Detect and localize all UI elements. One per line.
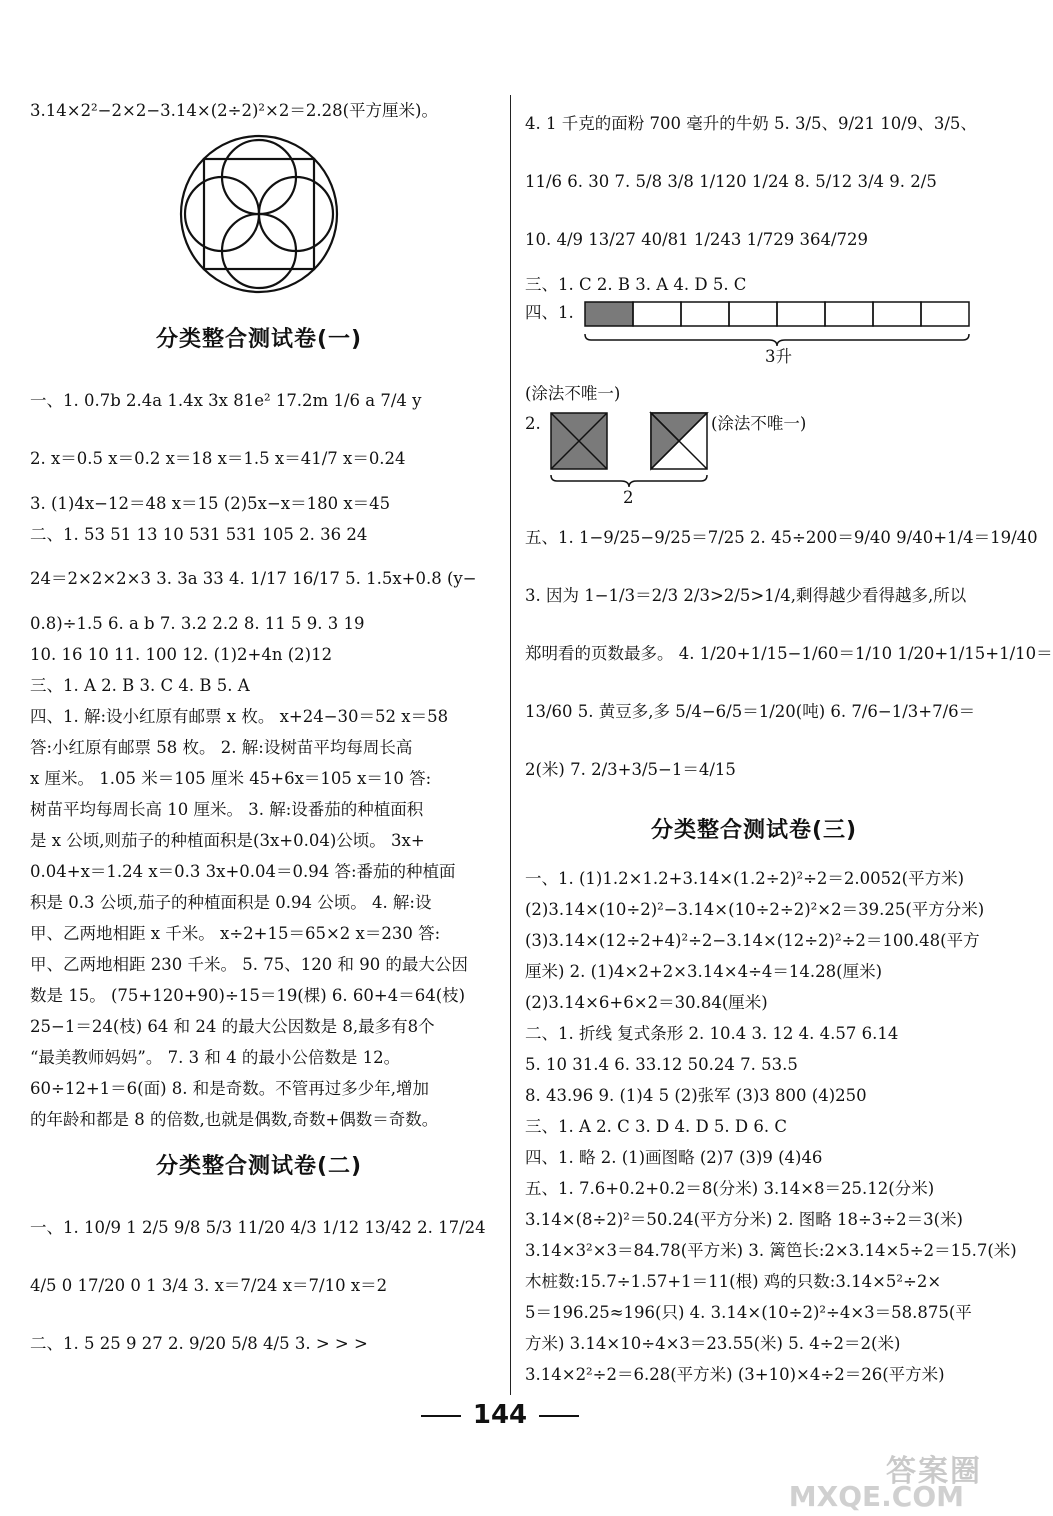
answer-line: 三、1. A 2. C 3. D 4. D 5. D 6. C: [525, 1117, 788, 1136]
answer-line: 0.04+x＝1.24 x＝0.3 3x+0.04＝0.94 答:番茄的种植面: [30, 862, 456, 881]
answer-line: 五、1. 7.6+0.2+0.2＝8(分米) 3.14×8＝25.12(分米): [525, 1179, 935, 1198]
answer-line: 是 x 公顷,则茄子的种植面积是(3x+0.04)公顷。 3x+: [30, 831, 425, 850]
answer-line: 8. 43.96 9. (1)4 5 (2)张军 (3)3 800 (4)250: [525, 1086, 867, 1105]
right-circle: [259, 177, 333, 251]
answer-line: 树苗平均每周长高 10 厘米。 3. 解:设番茄的种植面积: [30, 800, 424, 819]
answer-line: 3.14×3²×3＝84.78(平方米) 3. 篱笆长:2×3.14×5÷2＝15.7(米): [525, 1241, 1017, 1260]
right-column: [525, 95, 1053, 1390]
answer-line: 4. 1 千克的面粉 700 毫升的牛奶 5. 3/5、9/21 10/9、3/5、: [525, 114, 977, 133]
answer-line: 4/5 0 17/20 0 1 3/4 3. x＝7/24 x＝7/10 x＝2: [30, 1276, 388, 1295]
answer-line: 3.14×2²÷2＝6.28(平方米) (3+10)×4÷2＝26(平方米): [525, 1365, 945, 1384]
answer-line: (3)3.14×(12÷2+4)²÷2−3.14×(12÷2)²÷2＝100.48(平方: [525, 931, 980, 950]
answer-line: 25−1＝24(枝) 64 和 24 的最大公因数是 8,最多有8个: [30, 1017, 435, 1036]
page-number-text: 144: [472, 1400, 528, 1430]
note-line: (涂法不唯一): [525, 384, 621, 403]
answer-line: 24＝2×2×2×3 3. 3a 33 4. 1/17 16/17 5. 1.5x+0.8 (y−: [30, 569, 477, 588]
top-circle: [222, 140, 296, 214]
answer-line: x 厘米。 1.05 米＝105 厘米 45+6x＝105 x＝10 答:: [30, 769, 432, 788]
answer-line: 的年龄和都是 8 的倍数,也就是偶数,奇数+偶数＝奇数。: [30, 1110, 439, 1129]
answer-line: 答:小红原有邮票 58 枚。 2. 解:设树苗平均每周长高: [30, 738, 413, 757]
dash-left: [421, 1415, 461, 1417]
brace-label: 2: [623, 488, 634, 507]
answer-line: 积是 0.3 公顷,茄子的种植面积是 0.94 公顷。 4. 解:设: [30, 893, 432, 912]
test2-title: 分类整合测试卷(二): [155, 1154, 363, 1179]
answer-line: 60÷12+1＝6(面) 8. 和是奇数。不管再过多少年,增加: [30, 1079, 429, 1098]
answer-line: 2(米) 7. 2/3+3/5−1＝4/15: [525, 760, 736, 779]
answer-line: 郑明看的页数最多。 4. 1/20+1/15−1/60＝1/10 1/20+1/15+1/10＝: [525, 644, 1053, 663]
brace: [585, 334, 969, 346]
brace: [551, 475, 707, 487]
circle-square-figure: [30, 134, 488, 298]
answer-line: 10. 16 10 11. 100 12. (1)2+4n (2)12: [30, 645, 333, 664]
answer-line: (2)3.14×6+6×2＝30.84(厘米): [525, 993, 768, 1012]
geometry-diagram: [30, 134, 488, 294]
answer-line: 二、1. 53 51 13 10 531 531 105 2. 36 24: [30, 525, 368, 544]
watermark-url: MXQE.COM: [788, 1480, 964, 1513]
answer-line: 13/60 5. 黄豆多,多 5/4−6/5＝1/20(吨) 6. 7/6−1/3+7/6＝: [525, 702, 976, 721]
test3-title: 分类整合测试卷(三): [650, 818, 858, 843]
answer-line: 10. 4/9 13/27 40/81 1/243 1/729 364/729: [525, 230, 869, 249]
bar-figure: [525, 300, 983, 370]
answer-line: 二、1. 5 25 9 27 2. 9/20 5/8 4/5 3. > > >: [30, 1334, 368, 1353]
column-divider: [510, 95, 511, 1395]
intro-line: 3.14×2²−2×2−3.14×(2÷2)²×2＝2.28(平方厘米)。: [30, 101, 438, 120]
q2-label: 2.: [525, 414, 541, 433]
bottom-circle: [222, 214, 296, 288]
answer-line: 一、1. 10/9 1 2/5 9/8 5/3 11/20 4/3 1/12 13/42 2. 17/24: [30, 1218, 486, 1237]
answer-line: 四、1. 略 2. (1)画图略 (2)7 (3)9 (4)46: [525, 1148, 823, 1167]
answer-line: 四、1. 解:设小红原有邮票 x 枚。 x+24−30＝52 x＝58: [30, 707, 449, 726]
answer-line: 五、1. 1−9/25−9/25＝7/25 2. 45÷200＝9/40 9/40+1/4＝19/40: [525, 528, 1038, 547]
answer-line: 三、1. C 2. B 3. A 4. D 5. C: [525, 275, 747, 294]
answer-line: 二、1. 折线 复式条形 2. 10.4 3. 12 4. 4.57 6.14: [525, 1024, 899, 1043]
answer-line: 3. (1)4x−12＝48 x＝15 (2)5x−x＝180 x＝45: [30, 494, 391, 513]
answer-line: “最美教师妈妈”。 7. 3 和 4 的最小公倍数是 12。: [30, 1048, 401, 1067]
answer-line: 0.8)÷1.5 6. a b 7. 3.2 2.2 8. 11 5 9. 3 19: [30, 614, 365, 633]
answer-line: 数是 15。 (75+120+90)÷15＝19(棵) 6. 60+4＝64(枝): [30, 986, 466, 1005]
left-column: [30, 95, 488, 1373]
squares-figure: [525, 409, 983, 509]
q4-label: 四、1.: [525, 303, 574, 322]
dash-right: [539, 1415, 579, 1417]
answer-line: 11/6 6. 30 7. 5/8 3/8 1/120 1/24 8. 5/12 3/4 9. 2/5: [525, 172, 937, 191]
bar-label: 3升: [765, 347, 792, 366]
answer-line: 方米) 3.14×10÷4×3＝23.55(米) 5. 4÷2＝2(米): [525, 1334, 901, 1353]
answer-line: 2. x＝0.5 x＝0.2 x＝18 x＝1.5 x＝41/7 x＝0.24: [30, 449, 406, 468]
test1-title: 分类整合测试卷(一): [155, 327, 363, 352]
answer-line: 甲、乙两地相距 230 千米。 5. 75、120 和 90 的最大公因: [30, 955, 468, 974]
answer-line: 甲、乙两地相距 x 千米。 x÷2+15＝65×2 x＝230 答:: [30, 924, 441, 943]
left-circle: [185, 177, 259, 251]
answer-line: 一、1. (1)1.2×1.2+3.14×(1.2÷2)²÷2＝2.0052(平方米): [525, 869, 965, 888]
answer-line: 木桩数:15.7÷1.57+1＝11(根) 鸡的只数:3.14×5²÷2×: [525, 1272, 942, 1291]
note2: (涂法不唯一): [711, 414, 807, 433]
shaded-cell: [585, 302, 633, 326]
answer-line: 一、1. 0.7b 2.4a 1.4x 3x 81e² 17.2m 1/6 a 7/4 y: [30, 391, 422, 410]
answer-line: 三、1. A 2. B 3. C 4. B 5. A: [30, 676, 250, 695]
answer-line: 5. 10 31.4 6. 33.12 50.24 7. 53.5: [525, 1055, 798, 1074]
answer-line: 厘米) 2. (1)4×2+2×3.14×4÷4＝14.28(厘米): [525, 962, 883, 981]
watermark-logo: 答案圈: [886, 1454, 982, 1489]
answer-line: 3.14×(8÷2)²＝50.24(平方分米) 2. 图略 18÷3÷2＝3(米): [525, 1210, 963, 1229]
answer-line: 3. 因为 1−1/3＝2/3 2/3>2/5>1/4,剩得越少看得越多,所以: [525, 586, 967, 605]
answer-line: (2)3.14×(10÷2)²−3.14×(10÷2÷2)²×2＝39.25(平方分米): [525, 900, 985, 919]
answer-line: 5＝196.25≈196(只) 4. 3.14×(10÷2)²÷4×3＝58.875(平: [525, 1303, 972, 1322]
page-number: [0, 1400, 1000, 1430]
